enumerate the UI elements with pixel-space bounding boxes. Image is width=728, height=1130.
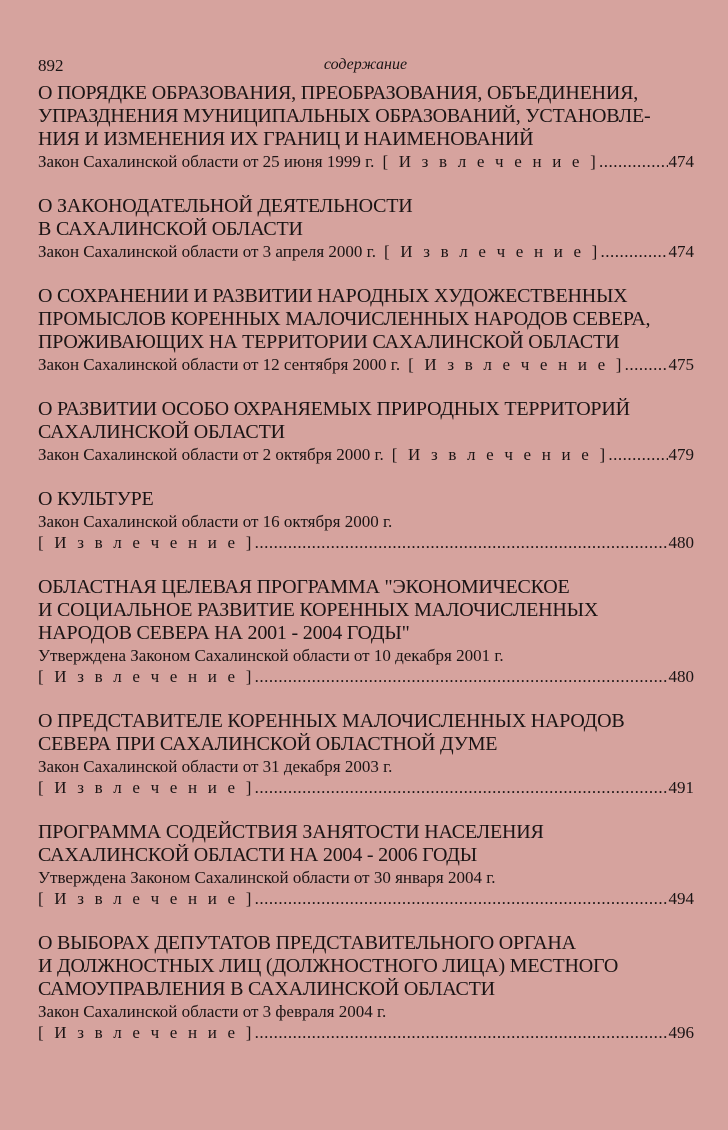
entry-title-line: О РАЗВИТИИ ОСОБО ОХРАНЯЕМЫХ ПРИРОДНЫХ ТЕРРИТОРИЙ: [38, 398, 630, 420]
entry-title: [38, 488, 694, 511]
toc-entry: [38, 932, 694, 1043]
toc-entry: [38, 710, 694, 798]
toc-entry: [38, 285, 694, 375]
toc-entry: [38, 398, 694, 465]
entry-source-row: [38, 532, 694, 553]
entry-extract: [ И з в л е ч е н и е ]: [38, 533, 255, 552]
entry-title: [38, 821, 694, 867]
entry-title-line: ПРОМЫСЛОВ КОРЕННЫХ МАЛОЧИСЛЕННЫХ НАРОДОВ СЕВЕРА,: [38, 308, 651, 330]
toc-entry: [38, 82, 694, 172]
entry-extract: [ И з в л е ч е н и е ]: [383, 242, 601, 261]
entry-law: Закон Сахалинской области от 12 сентября 2000 г.: [38, 355, 401, 374]
entry-extract: [ И з в л е ч е н и е ]: [382, 152, 599, 171]
table-of-contents: [38, 82, 694, 1066]
page-header: [38, 56, 693, 76]
entry-page[interactable]: 474: [668, 242, 694, 261]
entry-page[interactable]: 480: [668, 533, 694, 552]
toc-entry: [38, 576, 694, 687]
page-number: 892: [38, 56, 64, 75]
running-title: содержание: [323, 56, 408, 73]
entry-law: Закон Сахалинской области от 25 июня 1999 г.: [38, 152, 375, 171]
entry-title-line: О ЗАКОНОДАТЕЛЬНОЙ ДЕЯТЕЛЬНОСТИ: [38, 195, 413, 217]
entry-extract: [ И з в л е ч е н и е ]: [38, 667, 255, 686]
entry-source-row: [38, 1022, 694, 1043]
toc-entry: [38, 821, 694, 909]
leader-dots: [608, 444, 667, 465]
entry-title: [38, 932, 694, 1001]
entry-source-row: [38, 777, 694, 798]
leader-dots: [255, 888, 668, 909]
entry-extract: [ И з в л е ч е н и е ]: [38, 1023, 255, 1042]
entry-law: Закон Сахалинской области от 3 апреля 2000 г.: [38, 242, 376, 261]
entry-source-row: [38, 241, 694, 262]
entry-title: [38, 82, 694, 151]
entry-law: Закон Сахалинской области от 16 октября 2000 г.: [38, 512, 393, 531]
entry-law: Утверждена Законом Сахалинской области от 10 декабря 2001 г.: [38, 646, 504, 665]
entry-title-line: САХАЛИНСКОЙ ОБЛАСТИ: [38, 421, 285, 443]
entry-title-line: О СОХРАНЕНИИ И РАЗВИТИИ НАРОДНЫХ ХУДОЖЕСТВЕННЫХ: [38, 285, 628, 307]
entry-extract: [ И з в л е ч е н и е ]: [408, 355, 625, 374]
entry-title-line: ОБЛАСТНАЯ ЦЕЛЕВАЯ ПРОГРАММА "ЭКОНОМИЧЕСКОЕ: [38, 576, 570, 598]
entry-title: [38, 195, 694, 241]
entry-law: Закон Сахалинской области от 2 октября 2000 г.: [38, 445, 384, 464]
leader-dots: [601, 241, 668, 262]
entry-page[interactable]: 494: [668, 889, 694, 908]
entry-extract: [ И з в л е ч е н и е ]: [38, 778, 255, 797]
entry-title-line: ПРОЖИВАЮЩИХ НА ТЕРРИТОРИИ САХАЛИНСКОЙ ОБЛАСТИ: [38, 331, 620, 353]
entry-source-row: [38, 151, 694, 172]
toc-entry: [38, 195, 694, 262]
entry-title-line: О ПОРЯДКЕ ОБРАЗОВАНИЯ, ПРЕОБРАЗОВАНИЯ, ОБЪЕДИНЕНИЯ,: [38, 82, 639, 104]
entry-title-line: И СОЦИАЛЬНОЕ РАЗВИТИЕ КОРЕННЫХ МАЛОЧИСЛЕННЫХ: [38, 599, 599, 621]
toc-entry: [38, 488, 694, 553]
leader-dots: [255, 777, 668, 798]
entry-title-line: СЕВЕРА ПРИ САХАЛИНСКОЙ ОБЛАСТНОЙ ДУМЕ: [38, 733, 498, 755]
entry-law: Утверждена Законом Сахалинской области от 30 января 2004 г.: [38, 868, 496, 887]
entry-title: [38, 576, 694, 645]
entry-title-line: САХАЛИНСКОЙ ОБЛАСТИ НА 2004 - 2006 ГОДЫ: [38, 844, 477, 866]
entry-title: [38, 398, 694, 444]
entry-title: [38, 285, 694, 354]
entry-law: Закон Сахалинской области от 31 декабря 2003 г.: [38, 757, 393, 776]
entry-title-line: О ВЫБОРАХ ДЕПУТАТОВ ПРЕДСТАВИТЕЛЬНОГО ОРГАНА: [38, 932, 576, 954]
entry-page[interactable]: 479: [668, 445, 694, 464]
entry-title-line: О ПРЕДСТАВИТЕЛЕ КОРЕННЫХ МАЛОЧИСЛЕННЫХ НАРОДОВ: [38, 710, 625, 732]
leader-dots: [599, 151, 668, 172]
leader-dots: [255, 532, 668, 553]
entry-title-line: О КУЛЬТУРЕ: [38, 488, 154, 510]
entry-law: Закон Сахалинской области от 3 февраля 2004 г.: [38, 1002, 387, 1021]
entry-page[interactable]: 474: [668, 152, 694, 171]
entry-title-line: В САХАЛИНСКОЙ ОБЛАСТИ: [38, 218, 303, 240]
entry-title: [38, 710, 694, 756]
entry-extract: [ И з в л е ч е н и е ]: [391, 445, 609, 464]
entry-page[interactable]: 480: [668, 667, 694, 686]
entry-source-row: [38, 354, 694, 375]
entry-page[interactable]: 491: [668, 778, 694, 797]
entry-title-line: САМОУПРАВЛЕНИЯ В САХАЛИНСКОЙ ОБЛАСТИ: [38, 978, 495, 1000]
entry-page[interactable]: 496: [668, 1023, 694, 1042]
entry-title-line: НАРОДОВ СЕВЕРА НА 2001 - 2004 ГОДЫ": [38, 622, 410, 644]
leader-dots: [255, 666, 668, 687]
entry-title-line: ПРОГРАММА СОДЕЙСТВИЯ ЗАНЯТОСТИ НАСЕЛЕНИЯ: [38, 821, 544, 843]
entry-source-row: [38, 888, 694, 909]
leader-dots: [255, 1022, 668, 1043]
entry-title-line: И ДОЛЖНОСТНЫХ ЛИЦ (ДОЛЖНОСТНОГО ЛИЦА) МЕСТНОГО: [38, 955, 619, 977]
entry-page[interactable]: 475: [668, 355, 694, 374]
entry-title-line: УПРАЗДНЕНИЯ МУНИЦИПАЛЬНЫХ ОБРАЗОВАНИЙ, УСТАНОВЛЕ-: [38, 105, 651, 127]
entry-source-row: [38, 666, 694, 687]
entry-title-line: НИЯ И ИЗМЕНЕНИЯ ИХ ГРАНИЦ И НАИМЕНОВАНИЙ: [38, 128, 534, 150]
leader-dots: [625, 354, 668, 375]
entry-extract: [ И з в л е ч е н и е ]: [38, 889, 255, 908]
entry-source-row: [38, 444, 694, 465]
